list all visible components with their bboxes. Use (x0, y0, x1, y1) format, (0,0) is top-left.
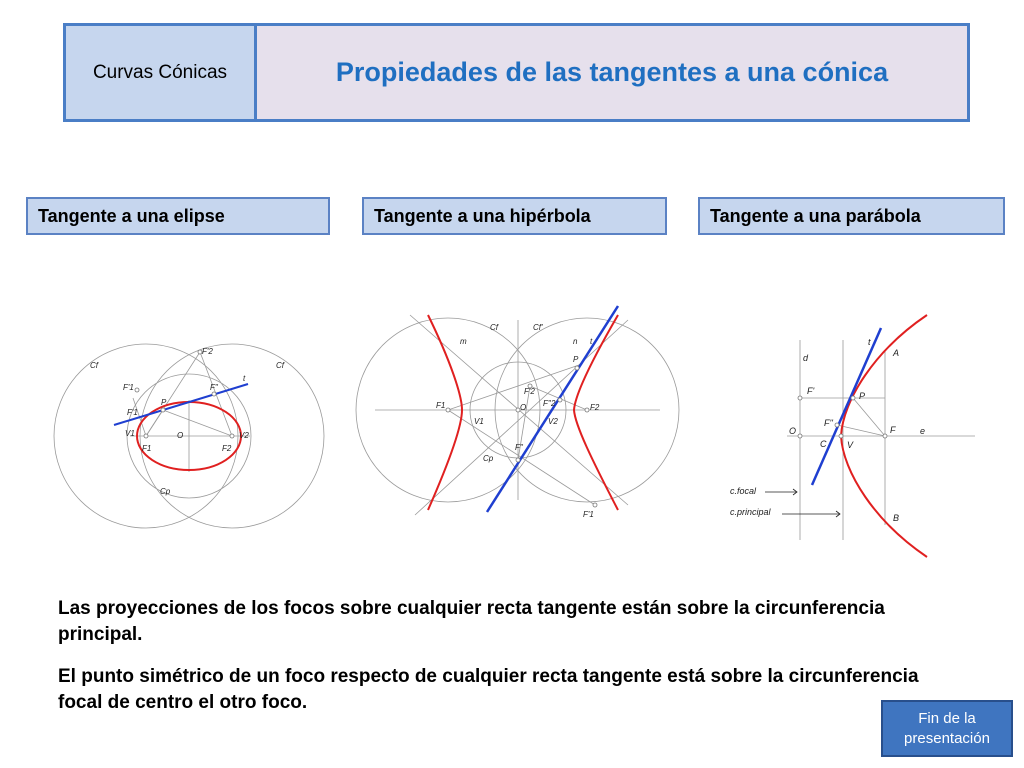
label-m: m (460, 337, 467, 346)
label-v1: V1 (125, 429, 135, 438)
label-p: P (859, 391, 866, 401)
slide-title: Propiedades de las tangentes a una cónica (335, 57, 889, 87)
hyperbola-diagram (370, 300, 670, 525)
label-c: C (820, 439, 827, 449)
label-f1pp: F'1 (127, 408, 138, 417)
label-t: t (868, 337, 871, 347)
label-f1: F1 (436, 401, 446, 410)
parabola-diagram (725, 310, 985, 560)
label-cp: Cp (160, 487, 171, 496)
label-v1: V1 (474, 417, 484, 426)
hyperbola-section-label: Tangente a una hipérbola (362, 197, 667, 235)
label-f1p: F'1 (123, 383, 134, 392)
end-presentation-button[interactable]: Fin de la presentación (881, 700, 1013, 757)
ellipse-diagram (50, 330, 330, 560)
label-f1pp: F'' (515, 443, 523, 452)
label-v: V (847, 440, 854, 450)
label-cf-left: Cf (90, 361, 98, 370)
statement-projections: Las proyecciones de los focos sobre cualquier recta tangente están sobre la circunferencia principal. (58, 598, 885, 645)
label-cfocal: c.focal (730, 486, 757, 496)
label-t: t (243, 374, 246, 383)
label-n: n (573, 337, 578, 346)
label-cprincipal: c.principal (730, 507, 771, 517)
label-f2: F2 (590, 403, 600, 412)
label-f2: F2 (222, 444, 232, 453)
label-f2p-top: F'2 (202, 347, 213, 356)
label-o: O (177, 431, 184, 440)
subject-label: Curvas Cónicas (66, 26, 257, 119)
statement-symmetric-point: El punto simétrico de un foco respecto de cualquier recta tangente está sobre la circunferencia focal de centro el otro foco. (58, 666, 919, 713)
label-f2pp: F'' (210, 383, 218, 392)
hyperbola-right-branch (574, 315, 618, 510)
label-p: P (161, 398, 167, 407)
label-cf: Cf (490, 323, 498, 332)
label-b: B (893, 513, 900, 523)
label-o: O (789, 426, 797, 436)
label-cfp: Cf' (533, 323, 543, 332)
label-f2pp: F''2 (543, 399, 556, 408)
label-f: F (890, 425, 896, 435)
label-a: A (893, 348, 900, 358)
label-o: O (520, 403, 527, 412)
label-cf-right: Cf (276, 361, 284, 370)
label-fpp: F'' (824, 418, 833, 428)
label-t: t (590, 337, 593, 346)
label-v2: V2 (548, 417, 558, 426)
hyperbola-left-branch (428, 315, 462, 510)
label-f1p: F'1 (583, 510, 594, 519)
ellipse-tangent-line (114, 384, 248, 425)
label-cp: Cp (483, 454, 494, 463)
label-f2p: F'2 (524, 387, 535, 396)
title-banner (63, 23, 970, 122)
label-fp: F' (807, 386, 815, 396)
ellipse-section-label: Tangente a una elipse (26, 197, 330, 235)
label-f1: F1 (142, 444, 152, 453)
label-e: e (920, 426, 926, 436)
label-v2: V2 (239, 431, 249, 440)
label-p: P (573, 355, 579, 364)
label-d: d (803, 353, 809, 363)
parabola-section-label: Tangente a una parábola (698, 197, 1005, 235)
